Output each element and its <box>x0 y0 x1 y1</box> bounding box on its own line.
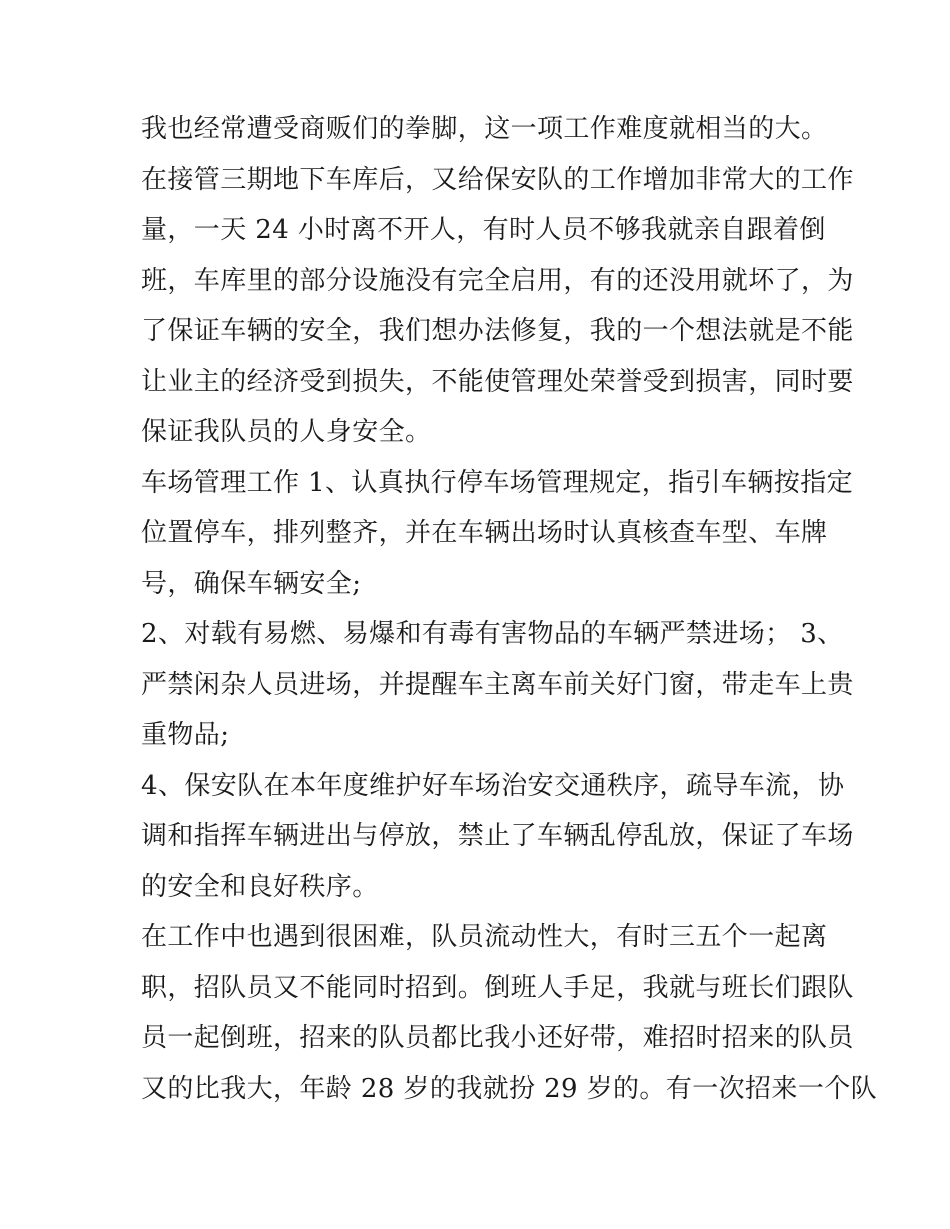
text-line: 我也经常遭受商贩们的拳脚，这一项工作难度就相当的大。 <box>141 114 828 144</box>
text-line: 职，招队员又不能同时招到。倒班人手足，我就与班长们跟队 <box>141 973 854 1003</box>
text-line: 让业主的经济受到损失，不能使管理处荣誉受到损害，同时要 <box>141 367 854 397</box>
text-line: 调和指挥车辆进出与停放，禁止了车辆乱停乱放，保证了车场 <box>141 821 854 851</box>
text-line: 又的比我大，年龄 28 岁的我就扮 29 岁的。有一次招来一个队 <box>141 1074 878 1104</box>
text-line: 量，一天 24 小时离不开人，有时人员不够我就亲自跟着倒 <box>141 215 826 245</box>
text-line: 车场管理工作 1、认真执行停车场管理规定，指引车辆按指定 <box>141 468 854 498</box>
text-line: 号，确保车辆安全; <box>141 569 362 599</box>
text-line: 了保证车辆的安全，我们想办法修复，我的一个想法就是不能 <box>141 316 854 346</box>
text-line: 保证我队员的人身安全。 <box>141 417 432 447</box>
text-line: 2、对载有易燃、易爆和有毒有害物品的车辆严禁进场； 3、 <box>141 619 844 649</box>
text-line: 在工作中也遇到很困难，队员流动性大，有时三五个一起离 <box>141 922 828 952</box>
text-line: 的安全和良好秩序。 <box>141 872 379 902</box>
text-line: 员一起倒班，招来的队员都比我小还好带，难招时招来的队员 <box>141 1023 854 1053</box>
text-line: 班，车库里的部分设施没有完全启用，有的还没用就坏了，为 <box>141 266 854 296</box>
text-line: 重物品; <box>141 720 230 750</box>
text-line: 位置停车，排列整齐，并在车辆出场时认真核查车型、车牌 <box>141 518 828 548</box>
text-line: 严禁闲杂人员进场，并提醒车主离车前关好门窗，带走车上贵 <box>141 670 854 700</box>
text-line: 4、保安队在本年度维护好车场治安交通秩序，疏导车流，协 <box>141 771 845 801</box>
text-line: 在接管三期地下车库后，又给保安队的工作增加非常大的工作 <box>141 165 854 195</box>
